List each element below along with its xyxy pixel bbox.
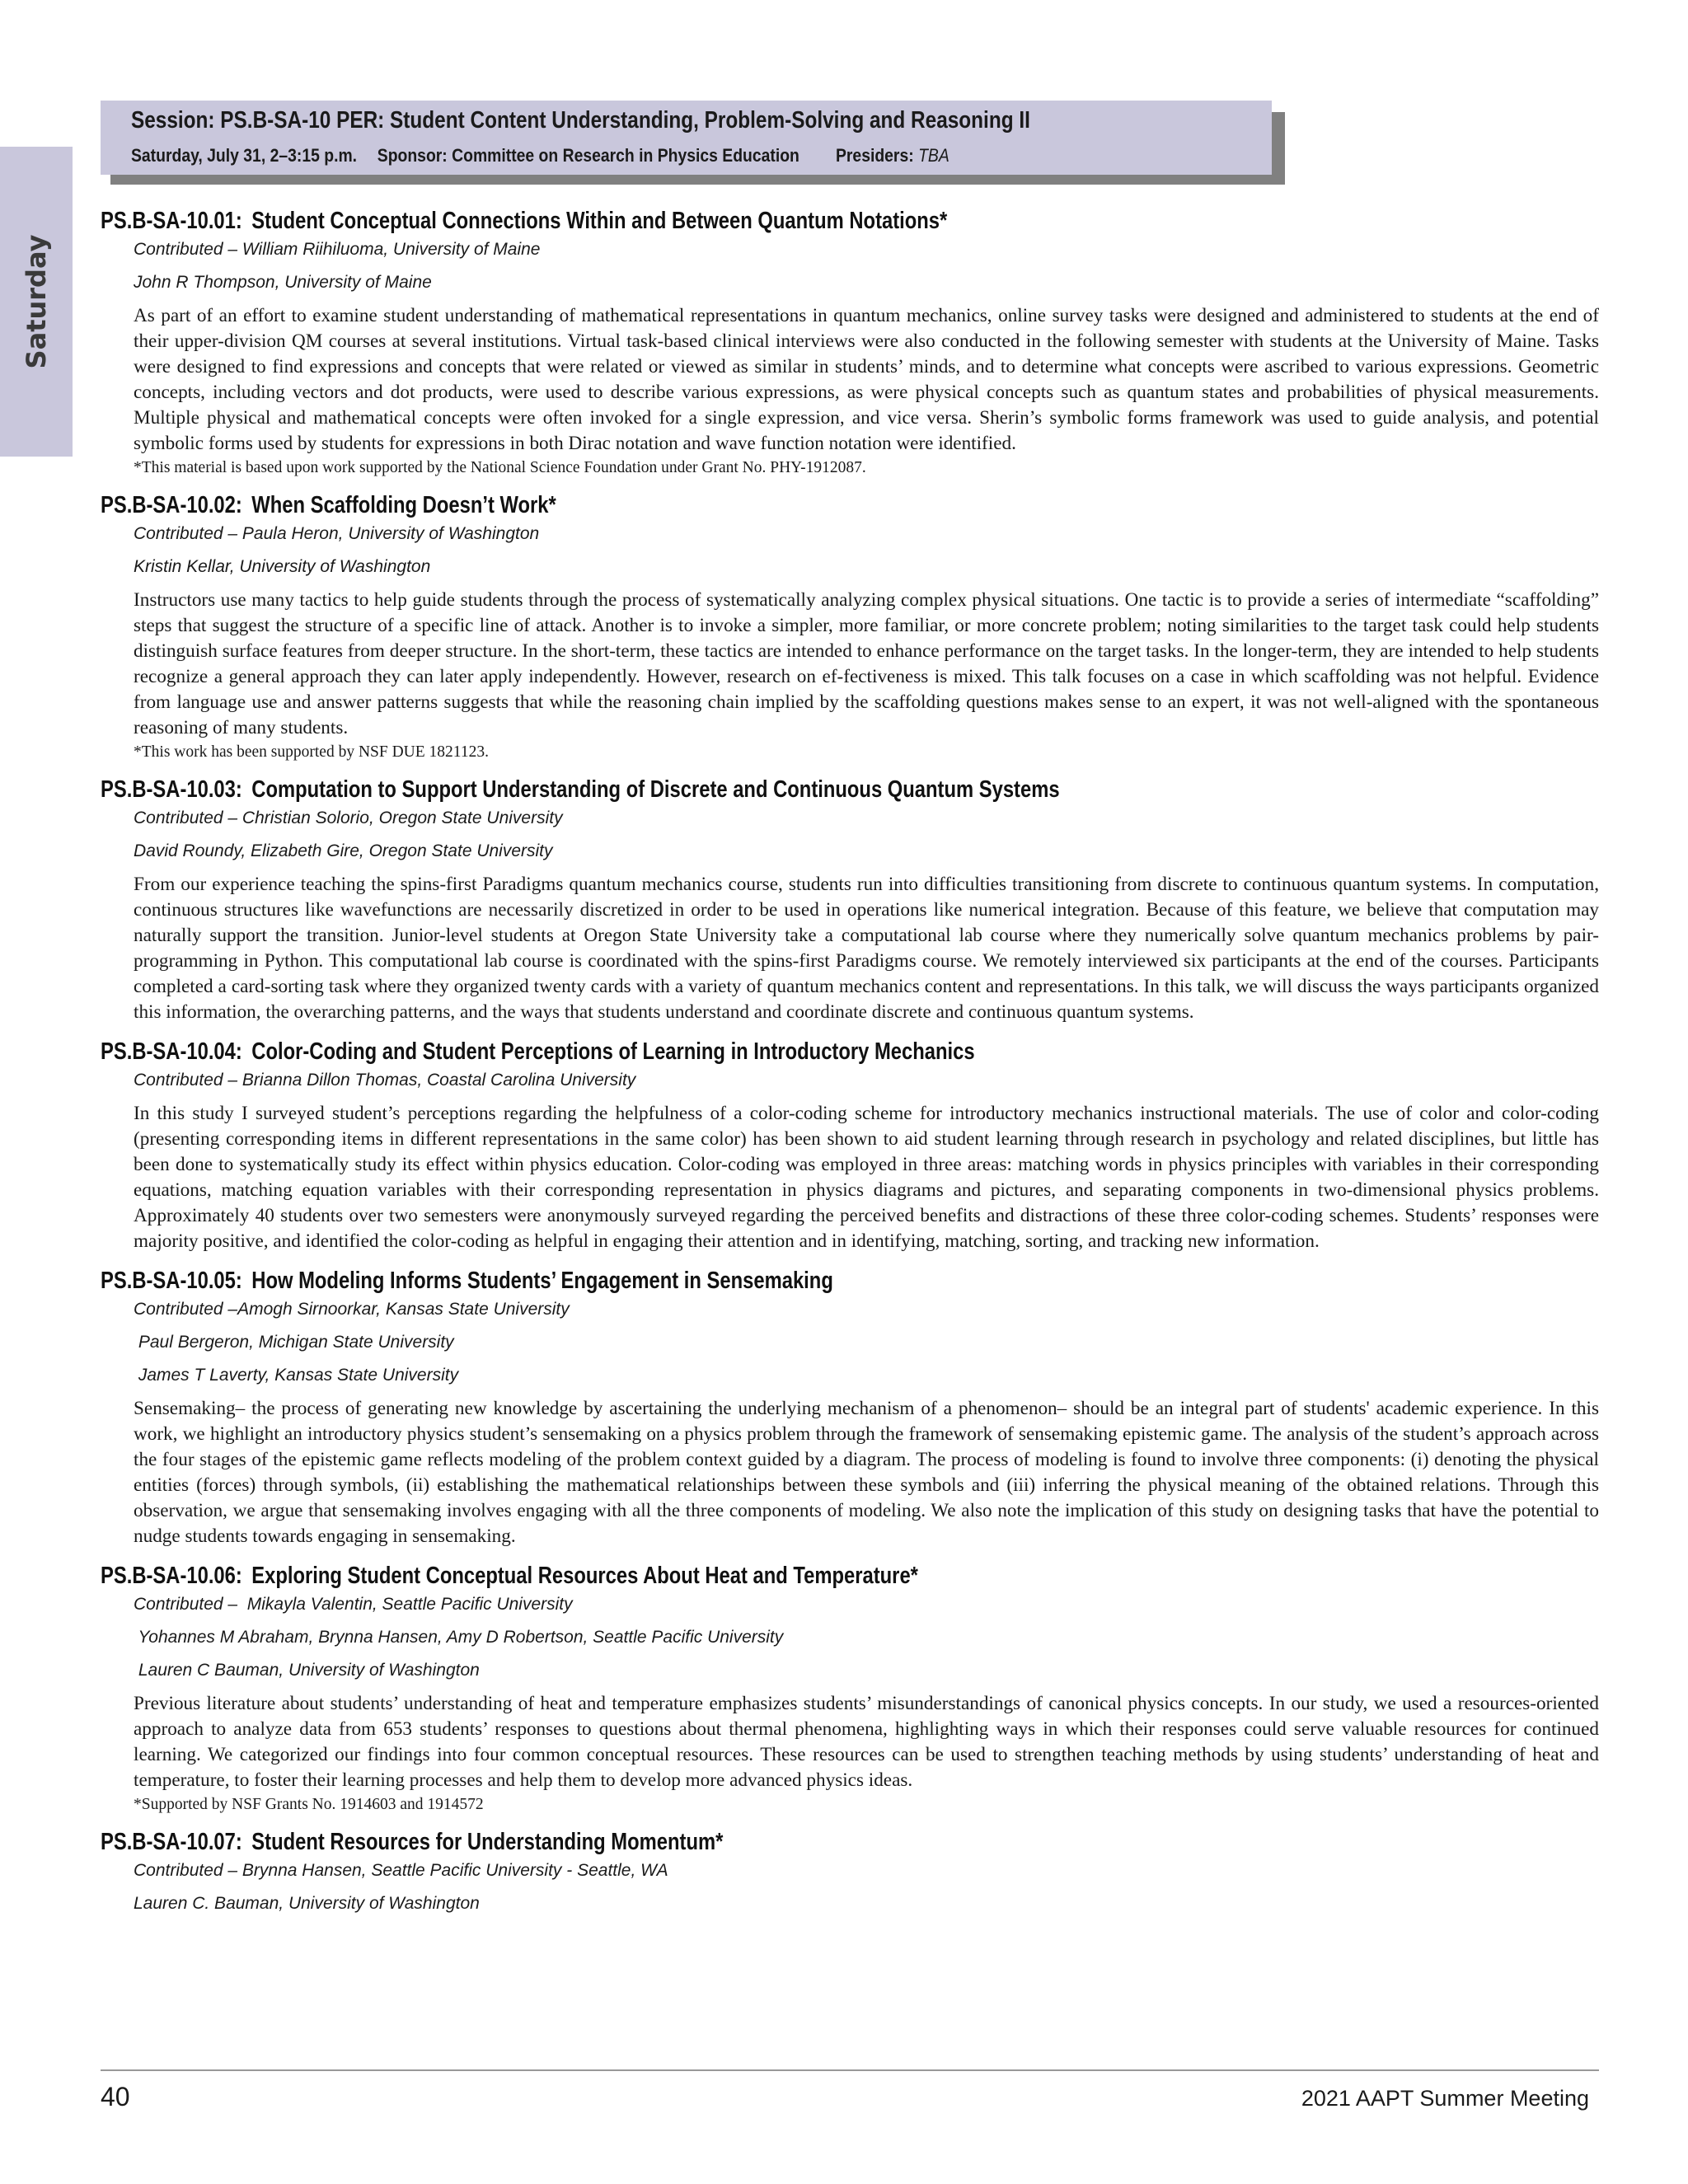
day-side-tab xyxy=(0,147,73,457)
abstract-item xyxy=(101,490,1599,763)
abstract-title: Computation to Support Understanding of Discrete and Continuous Quantum Systems xyxy=(251,776,1060,803)
abstract-author: Contributed – Brianna Dillon Thomas, Coastal Carolina University xyxy=(134,1071,636,1090)
day-side-tab-label: Saturday xyxy=(21,234,52,369)
presiders-label: Presiders: xyxy=(835,145,914,166)
session-meta xyxy=(131,145,950,166)
abstract-heading xyxy=(101,206,1329,239)
abstract-item xyxy=(101,1561,1599,1816)
abstract-code: PS.B-SA-10.06: xyxy=(101,1563,242,1589)
abstract-author: Paul Bergeron, Michigan State University xyxy=(134,1333,454,1352)
abstract-item xyxy=(101,1266,1599,1549)
abstract-footnote: *This material is based upon work supported by the National Science Foundation under Grant No. PHY-1912087. xyxy=(134,459,866,476)
abstract-heading xyxy=(101,1266,1329,1299)
presiders-value: TBA xyxy=(918,145,950,166)
abstract-body: Sensemaking– the process of generating new knowledge by ascertaining the underlying mechanism of a phenomenon– should be an integral part of students' academic experience. In this work, we highlight an introductory physics student’s sensemaking on a physics problem through the framework of sensemaking epistemic game. The analysis of the student’s approach across the four stages of the epistemic game reflects modeling of the problem context guided by a diagram. The process of modeling is found to involve three components: (i) denoting the physical entities (forces) through symbols, (ii) establishing the mathematical relationships between these symbols and (iii) inferring the physical meaning of the obtained relations. Through this observation, we argue that sensemaking involves engaging with all the three components of modeling. We also note the implication of this study on designing tasks that have the potential to nudge students towards engaging in sensemaking. xyxy=(134,1398,1599,1547)
abstract-heading xyxy=(101,1827,1329,1860)
meeting-name: 2021 AAPT Summer Meeting xyxy=(1301,2086,1589,2111)
footer-rule xyxy=(101,2069,1599,2071)
session-date-time: Saturday, July 31, 2–3:15 p.m. xyxy=(131,145,358,166)
abstract-author: Lauren C. Bauman, University of Washington xyxy=(134,1894,480,1913)
abstract-author: Contributed – William Riihiluoma, University of Maine xyxy=(134,240,541,259)
abstract-author: Yohannes M Abraham, Brynna Hansen, Amy D Robertson, Seattle Pacific University xyxy=(134,1628,784,1647)
session-header xyxy=(101,101,1272,175)
abstract-title: How Modeling Informs Students’ Engagement in Sensemaking xyxy=(251,1268,833,1294)
abstract-title: Student Conceptual Connections Within and Between Quantum Notations* xyxy=(251,208,948,234)
abstract-body: Previous literature about students’ understanding of heat and temperature emphasizes students’ misunderstandings of canonical physics concepts. In our study, we used a resources-oriented approach to analyze data from 653 students’ responses to questions about thermal phenomena, highlighting ways in which their responses could serve valuable resources for continued learning. We categorized our findings into four common conceptual resources. These resources can be used to strengthen teaching methods by using students’ understanding of heat and temperature, to foster their learning processes and help them to develop more advanced physics ideas. xyxy=(134,1693,1599,1791)
abstract-heading xyxy=(101,490,1329,523)
abstract-code: PS.B-SA-10.02: xyxy=(101,492,242,518)
abstract-footnote: *This work has been supported by NSF DUE 1821123. xyxy=(134,743,489,761)
abstract-body: From our experience teaching the spins-first Paradigms quantum mechanics course, students run into difficulties transitioning from discrete to continuous quantum systems. In computation, continuous structures like wavefunctions are necessarily discretized in order to be used in operations like numerical integration. Because of this feature, we believe that computation may naturally support the transition. Junior-level students at Oregon State University take a computational lab course where they numerically solve quantum mechanics problems by pair-programming in Python. This computational lab course is coordinated with the spins-first Paradigms course. We remotely interviewed six participants at the end of the courses. Participants completed a card-sorting task where they organized twenty cards with a variety of quantum mechanics content and representations. In this talk, we will discuss the ways participants organized this information, the overarching patterns, and the ways that students understand and coordinate discrete and continuous quantum systems. xyxy=(134,874,1599,1023)
abstract-code: PS.B-SA-10.01: xyxy=(101,208,242,234)
abstract-author: James T Laverty, Kansas State University xyxy=(134,1366,459,1385)
abstract-body: Instructors use many tactics to help guide students through the process of systematically analyzing complex physical situations. One tactic is to provide a series of intermediate “scaffolding” steps that suggest the structure of a specific line of attack. Another is to invoke a simpler, more familiar, or more concrete problem; noting similarities to the target task could help students distinguish surface features from deeper structure. In the short-term, these tactics are intended to enhance performance on the target tasks. In the longer-term, they are intended to help students recognize a general approach they can later apply independently. However, research on ef-fectiveness is mixed. This talk focuses on a case in which scaffolding was not helpful. Evidence from language use and answer patterns suggests that while the reasoning chain implied by the scaffolding questions makes sense to an expert, it was not well-aligned with the spontaneous reasoning of many students. xyxy=(134,589,1599,738)
abstract-author: Contributed – Mikayla Valentin, Seattle Pacific University xyxy=(134,1595,573,1614)
abstract-author: Lauren C Bauman, University of Washington xyxy=(134,1661,480,1680)
page-number: 40 xyxy=(101,2082,130,2111)
abstract-author: Contributed –Amogh Sirnoorkar, Kansas State University xyxy=(134,1300,570,1319)
abstract-title: When Scaffolding Doesn’t Work* xyxy=(251,492,556,518)
abstract-heading xyxy=(101,1561,1329,1594)
abstract-code: PS.B-SA-10.05: xyxy=(101,1268,242,1294)
abstract-body: In this study I surveyed student’s perceptions regarding the helpfulness of a color-coding scheme for introductory mechanics instructional materials. The use of color and color-coding (presenting corresponding items in different representations in the same color) has been shown to aid student learning through research in psychology and related disciplines, but little has been done to systematically study its effect within physics education. Color-coding was employed in three areas: matching words in physics principles with variables in their corresponding equations, matching equation variables with their corresponding representation in physics diagrams and pictures, and separating components in two-dimensional physics problems. Approximately 40 students over two semesters were anonymously surveyed regarding the perceived benefits and distractions of these three color-coding schemes. Students’ responses were majority positive, and identified the color-coding as helpful in engaging their attention and in identifying, matching, sorting, and tracking new information. xyxy=(134,1103,1599,1252)
abstract-author: David Roundy, Elizabeth Gire, Oregon State University xyxy=(134,841,553,860)
abstract-body: As part of an effort to examine student understanding of mathematical representations in quantum mechanics, online survey tasks were designed and administered to students at the end of their upper-division QM courses at several institutions. Virtual task-based clinical interviews were also conducted in the following semester with students at the University of Maine. Tasks were designed to find expressions and concepts that were related or viewed as similar in students’ minds, and to determine what concepts were ascribed to various expressions. Geometric concepts, including vectors and dot products, were used to describe various expressions, as were physical concepts such as quantum states and probabilities of physical measurements. Multiple physical and mathematical concepts were often invoked for a single expression, and vice versa. Sherin’s symbolic forms framework was used to guide analysis, and potential symbolic forms used by students for expressions in both Dirac notation and wave function notation were identified. xyxy=(134,305,1599,454)
abstract-author: Contributed – Brynna Hansen, Seattle Pacific University - Seattle, WA xyxy=(134,1861,668,1880)
abstract-footnote: *Supported by NSF Grants No. 1914603 and 1914572 xyxy=(134,1796,484,1813)
abstract-list xyxy=(101,206,1599,1926)
session-title: Session: PS.B-SA-10 PER: Student Content Understanding, Problem-Solving and Reasoning II xyxy=(131,107,1030,134)
abstract-author: John R Thompson, University of Maine xyxy=(134,273,432,292)
abstract-author: Contributed – Christian Solorio, Oregon State University xyxy=(134,808,563,827)
abstract-item xyxy=(101,775,1599,1025)
abstract-title: Color-Coding and Student Perceptions of Learning in Introductory Mechanics xyxy=(251,1038,975,1065)
abstract-heading xyxy=(101,775,1329,808)
abstract-code: PS.B-SA-10.04: xyxy=(101,1038,242,1065)
abstract-item xyxy=(101,206,1599,479)
abstract-code: PS.B-SA-10.03: xyxy=(101,776,242,803)
session-sponsor: Sponsor: Committee on Research in Physics Education xyxy=(377,145,799,166)
abstract-item xyxy=(101,1827,1599,1915)
abstract-title: Student Resources for Understanding Momentum* xyxy=(251,1829,724,1855)
abstract-title: Exploring Student Conceptual Resources About Heat and Temperature* xyxy=(251,1563,918,1589)
abstract-heading xyxy=(101,1037,1329,1070)
abstract-item xyxy=(101,1037,1599,1254)
abstract-code: PS.B-SA-10.07: xyxy=(101,1829,242,1855)
abstract-author: Contributed – Paula Heron, University of Washington xyxy=(134,524,540,543)
abstract-author: Kristin Kellar, University of Washington xyxy=(134,557,431,576)
